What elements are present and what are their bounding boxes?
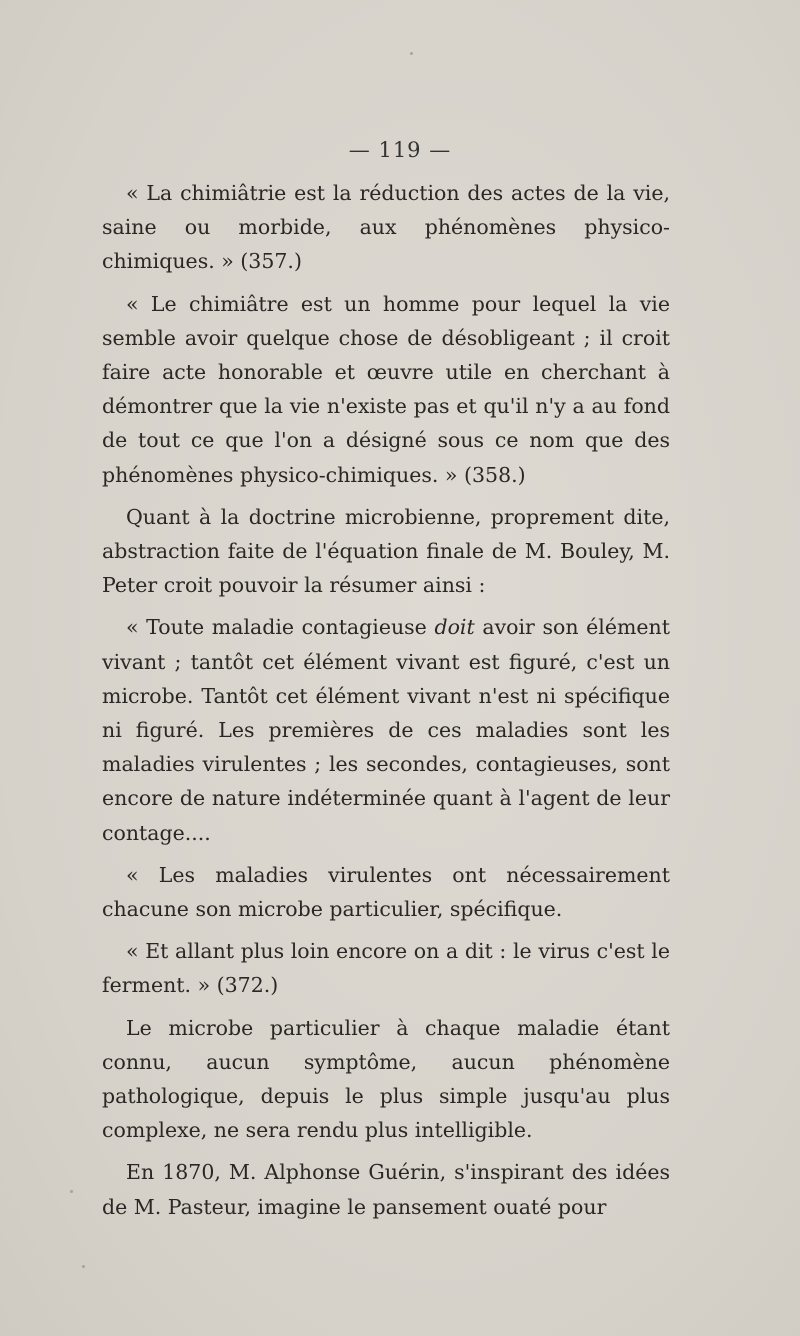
paragraph-doctrine-microbienne: Quant à la doctrine microbienne, proprement dite, abstraction faite de l'équation finale de M. Bouley, M. Peter croit pouvoir la résumer ainsi : <box>102 504 670 598</box>
paper-speck <box>410 52 413 55</box>
paragraph-quote-chimiatre: « Le chimiâtre est un homme pour lequel la vie semble avoir quelque chose de désobligeant ; il croit faire acte honorable et œuvre utile en cherchant à démontrer que la vie n'existe pas et qu'il n'y a au fond de tout ce que l'on a désigné sous ce nom que des phénomènes physico-chimiques. » (358.) <box>102 291 670 487</box>
text-segment: « Toute maladie contagieuse <box>126 615 435 640</box>
paper-speck <box>82 1265 85 1268</box>
body-text <box>102 176 670 1224</box>
paragraph-quote-chimiatrie: « La chimiâtrie est la réduction des actes de la vie, saine ou morbide, aux phénomènes physico-chimiques. » (357.) <box>102 181 670 274</box>
italic-emphasis: doit <box>434 615 475 640</box>
page-number: — 119 — <box>348 138 452 162</box>
paragraph-quote-maladies-virulentes: « Les maladies virulentes ont nécessairement chacune son microbe particulier, spécifique. <box>102 862 670 922</box>
paper-speck <box>70 1190 73 1193</box>
text-segment: avoir son élément vivant ; tantôt cet élément vivant est figuré, c'est un microbe. Tantôt cet élément vivant n'est ni spécifique ni figuré. Les premières de ces maladies sont les maladies virulentes ; les secondes, contagieuses, sont encore de nature indéterminée quant à l'agent de leur contage.... <box>102 615 670 845</box>
paragraph-quote-maladie-contagieuse <box>102 610 670 849</box>
paragraph-microbe-particulier: Le microbe particulier à chaque maladie étant connu, aucun symptôme, aucun phénomène pathologique, depuis le plus simple jusqu'au plus complexe, ne sera rendu plus intelligible. <box>102 1015 670 1143</box>
paragraph-quote-virus-ferment: « Et allant plus loin encore on a dit : le virus c'est le ferment. » (372.) <box>102 939 670 998</box>
paragraph-alphonse-guerin: En 1870, M. Alphonse Guérin, s'inspirant des idées de M. Pasteur, imagine le pansement ouaté pour <box>102 1160 670 1219</box>
